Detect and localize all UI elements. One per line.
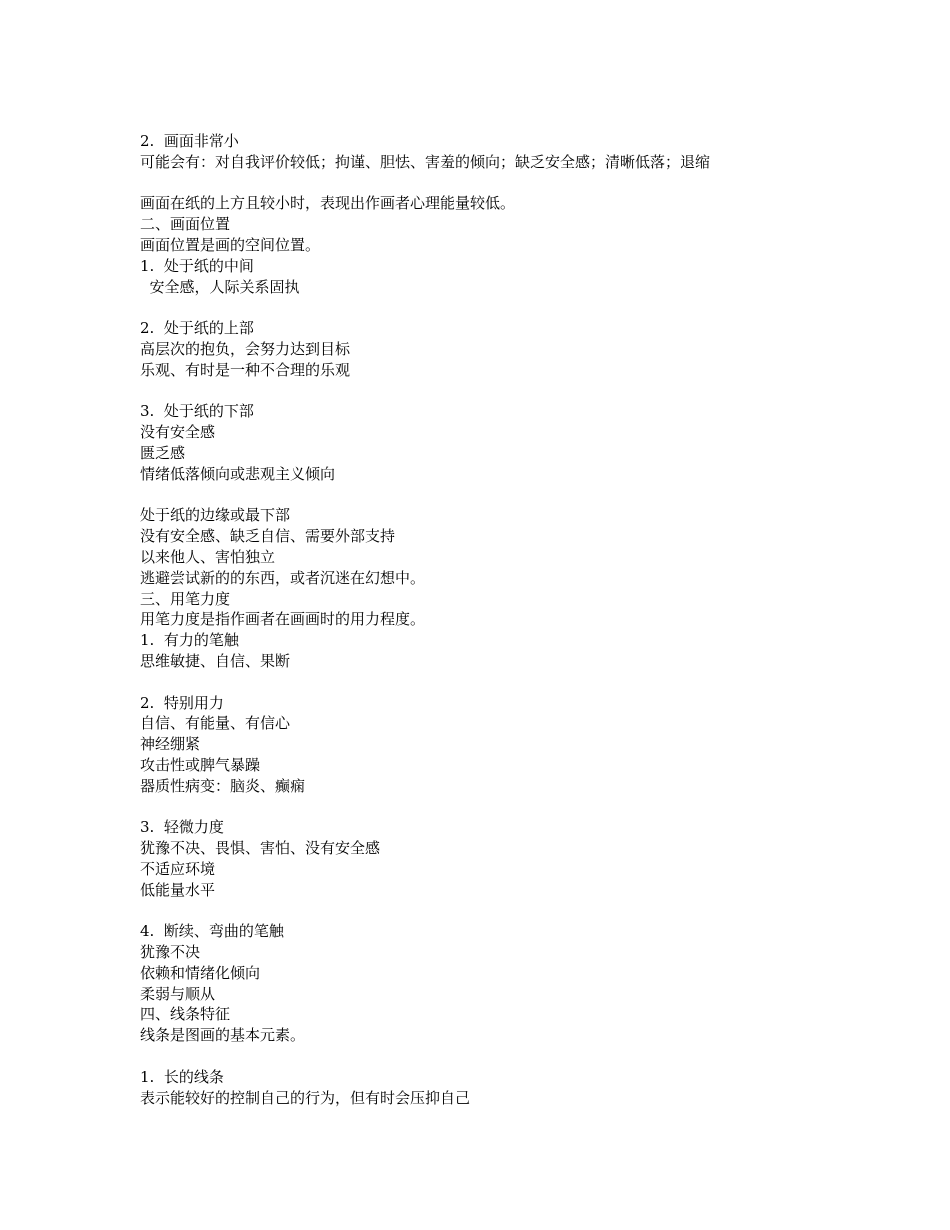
document-page [140, 131, 920, 1108]
blank-line [140, 173, 920, 194]
section-heading: 1. 有力的笔触 [140, 631, 239, 650]
blank-line [140, 672, 920, 693]
blank-line [140, 297, 920, 318]
section-heading: 3. 轻微力度 [140, 818, 224, 837]
text-line: 低能量水平 [140, 880, 216, 899]
section-heading: 三、用笔力度 [140, 589, 231, 608]
section-heading: 四、线条特征 [140, 1005, 231, 1024]
text-line: 攻击性或脾气暴躁 [140, 755, 261, 774]
text-line: 画面在纸的上方且较小时，表现出作画者心理能量较低。 [140, 194, 516, 213]
section-heading: 1. 长的线条 [140, 1067, 224, 1086]
text-line: 自信、有能量、有信心 [140, 714, 291, 733]
text-line: 表示能较好的控制自己的行为，但有时会压抑自己 [140, 1088, 471, 1107]
blank-line [140, 797, 920, 818]
text-line: 可能会有：对自我评价较低；拘谨、胆怯、害羞的倾向；缺乏安全感；清晰低落；退缩 [140, 152, 711, 171]
text-line: 犹豫不决 [140, 943, 201, 962]
text-line: 器质性病变：脑炎、癫痫 [140, 776, 306, 795]
blank-line [140, 485, 920, 506]
text-line: 逃避尝试新的的东西，或者沉迷在幻想中。 [140, 568, 426, 587]
text-line: 以来他人、害怕独立 [140, 547, 276, 566]
text-line: 没有安全感、缺乏自信、需要外部支持 [140, 527, 396, 546]
text-line: 高层次的抱负，会努力达到目标 [140, 339, 351, 358]
section-heading: 3. 处于纸的下部 [140, 402, 254, 421]
section-heading: 4. 断续、弯曲的笔触 [140, 922, 284, 941]
section-heading: 二、画面位置 [140, 215, 231, 234]
section-heading: 1. 处于纸的中间 [140, 256, 254, 275]
blank-line [140, 900, 920, 921]
text-line: 依赖和情绪化倾向 [140, 963, 261, 982]
text-line: 神经绷紧 [140, 735, 201, 754]
text-line: 用笔力度是指作画者在画画时的用力程度。 [140, 610, 426, 629]
text-line: 匮乏感 [140, 443, 186, 462]
blank-line [140, 381, 920, 402]
text-line: 柔弱与顺从 [140, 984, 216, 1003]
section-heading: 处于纸的边缘或最下部 [140, 506, 291, 525]
text-line: 安全感，人际关系固执 [140, 277, 300, 296]
text-line: 乐观、有时是一种不合理的乐观 [140, 360, 351, 379]
text-line: 情绪低落倾向或悲观主义倾向 [140, 464, 336, 483]
text-line: 不适应环境 [140, 859, 216, 878]
text-line: 画面位置是画的空间位置。 [140, 235, 321, 254]
text-line: 没有安全感 [140, 423, 216, 442]
section-heading: 2. 画面非常小 [140, 132, 239, 150]
section-heading: 2. 特别用力 [140, 693, 224, 712]
text-line: 线条是图画的基本元素。 [140, 1026, 306, 1045]
text-line: 犹豫不决、畏惧、害怕、没有安全感 [140, 839, 381, 858]
text-line: 思维敏捷、自信、果断 [140, 651, 291, 670]
section-heading: 2. 处于纸的上部 [140, 319, 254, 338]
blank-line [140, 1046, 920, 1067]
